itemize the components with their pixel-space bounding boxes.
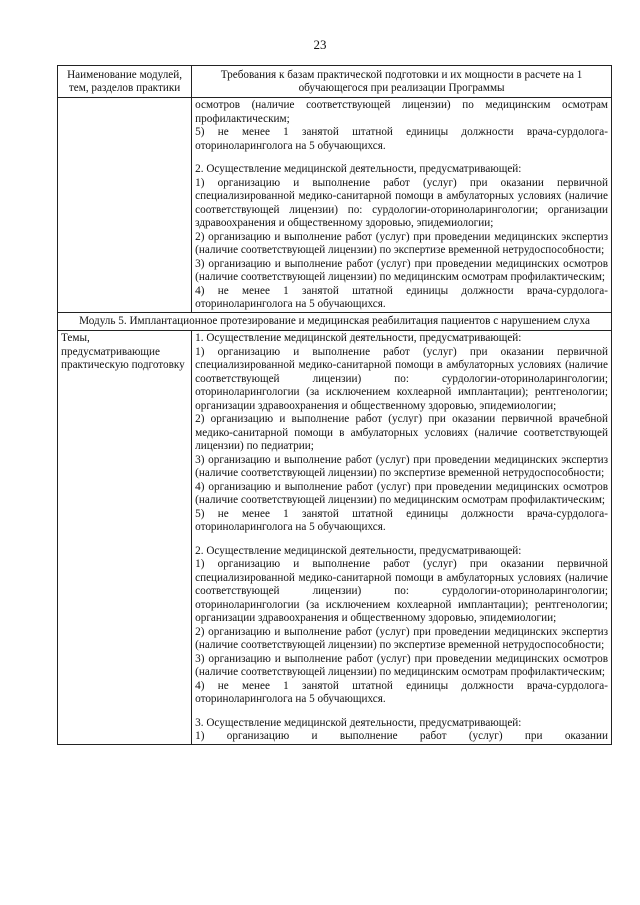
row2-col1: Темы, предусматривающие практическую подготовку: [58, 331, 192, 745]
paragraph: 4) не менее 1 занятой штатной единицы должности врача-сурдолога-оториноларинголога на 5 обучающихся.: [195, 284, 608, 310]
requirements-table: [57, 65, 612, 745]
row1-col1: [58, 98, 192, 313]
paragraph: 4) организацию и выполнение работ (услуг) при проведении медицинских осмотров (наличие соответствующей лицензии) по медицинским осмотрам профилактическим;: [195, 480, 608, 506]
module-title-row: [58, 312, 612, 331]
row2-col2: [192, 331, 612, 745]
paragraph: 2) организацию и выполнение работ (услуг) при проведении медицинских экспертиз (наличие соответствующей лицензии) по экспертизе временной нетрудоспособности;: [195, 230, 608, 256]
paragraph: 3) организацию и выполнение работ (услуг) при проведении медицинских осмотров (наличие соответствующей лицензии) по медицинским осмотрам профилактическим;: [195, 257, 608, 283]
paragraph: 1) организацию и выполнение работ (услуг) при оказании первичной специализированной медико-санитарной помощи в амбулаторных условиях (наличие соответствующей лицензии) по: сурдологии-оториноларингологии; оториноларингологии (за исключением кохлеарной имплантации); рентгенологии; организации здравоохранения и общественному здоровью, эпидемиологии;: [195, 558, 608, 624]
paragraph: 3) организацию и выполнение работ (услуг) при проведении медицинских осмотров (наличие соответствующей лицензии) по медицинским осмотрам профилактическим;: [195, 652, 608, 678]
paragraph: 1) организацию и выполнение работ (услуг) при оказании первичной специализированной медико-санитарной помощи в амбулаторных условиях (наличие соответствующей лицензии) по: сурдологии-оториноларингологии; организации здравоохранения и общественному здоровью, эпидемиологии;: [195, 176, 608, 229]
paragraph: 5) не менее 1 занятой штатной единицы должности врача-сурдолога-оториноларинголога на 5 обучающихся.: [195, 507, 608, 533]
table-row: [58, 331, 612, 745]
paragraph: 1) организацию и выполнение работ (услуг) при оказании первичной специализированной медико-санитарной помощи в амбулаторных условиях (наличие соответствующей лицензии) по: сурдологии-оториноларингологии; оториноларингологии (за исключением кохлеарной имплантации); рентгенологии; организации здравоохранения и общественному здоровью, эпидемиологии;: [195, 345, 608, 412]
paragraph: осмотров (наличие соответствующей лицензии) по медицинским осмотрам профилактическим;: [195, 99, 608, 125]
paragraph: 2) организацию и выполнение работ (услуг) при проведении медицинских экспертиз (наличие соответствующей лицензии) по экспертизе временной нетрудоспособности;: [195, 625, 608, 651]
section-title: 2. Осуществление медицинской деятельности, предусматривающей:: [195, 544, 522, 557]
section-title: 1. Осуществление медицинской деятельности, предусматривающей:: [195, 332, 522, 344]
table-header-row: [58, 66, 612, 98]
paragraph: 3) организацию и выполнение работ (услуг) при проведении медицинских экспертиз (наличие соответствующей лицензии) по экспертизе временной нетрудоспособности;: [195, 453, 608, 479]
header-requirements: Требования к базам практической подготовки и их мощности в расчете на 1 обучающегося при реализации Программы: [192, 66, 612, 98]
page-number: 23: [313, 37, 327, 52]
paragraph: 2) организацию и выполнение работ (услуг) при оказании первичной врачебной медико-санитарной помощи в амбулаторных условиях (наличие соответствующей лицензии) по педиатрии;: [195, 413, 608, 452]
module-title: Модуль 5. Имплантационное протезирование и медицинская реабилитация пациентов с нарушением слуха: [58, 312, 612, 331]
table-row: [58, 98, 612, 313]
section-title: 3. Осуществление медицинской деятельности, предусматривающей:: [195, 716, 522, 729]
section-title: 2. Осуществление медицинской деятельности, предусматривающей:: [195, 163, 522, 175]
header-modules: Наименование модулей, тем, разделов практики: [58, 66, 192, 98]
paragraph: 1) организацию и выполнение работ (услуг) при оказании: [195, 730, 608, 742]
paragraph: 4) не менее 1 занятой штатной единицы должности врача-сурдолога-оториноларинголога на 5 обучающихся.: [195, 679, 608, 705]
paragraph: 5) не менее 1 занятой штатной единицы должности врача-сурдолога-оториноларинголога на 5 обучающихся.: [195, 126, 608, 152]
row1-col2: [192, 98, 612, 313]
